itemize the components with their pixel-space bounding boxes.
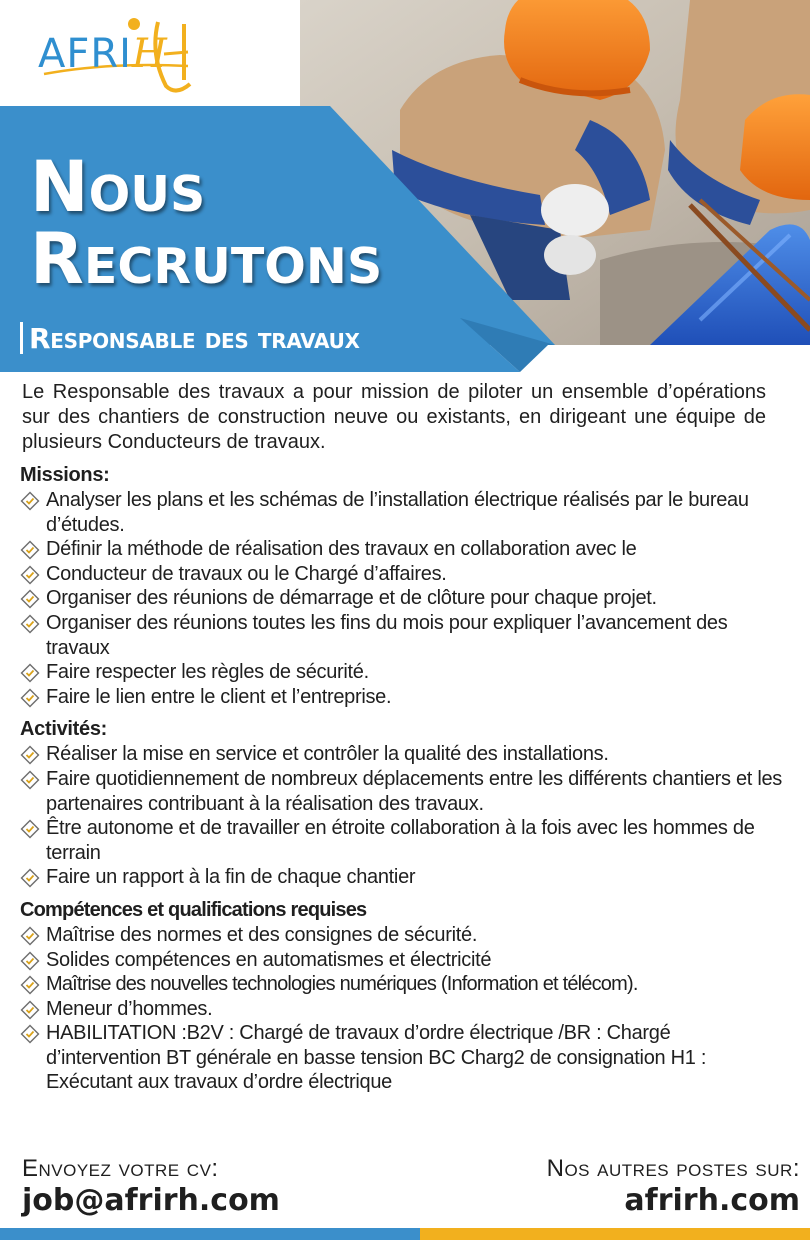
activites-title: Activités: [20, 718, 108, 741]
page-title [30, 146, 383, 300]
activites-list [20, 742, 782, 890]
other-positions-label: Nos autres postes sur: [546, 1155, 800, 1182]
check-icon [20, 565, 40, 585]
check-icon [20, 589, 40, 609]
job-position-title: Responsable des travaux [29, 321, 360, 355]
bottom-bar-yellow [420, 1228, 810, 1240]
check-icon [20, 614, 40, 634]
missions-list [20, 488, 782, 709]
bottom-bar-blue [0, 1228, 420, 1240]
list-item: Faire un rapport à la fin de chaque chantier [20, 865, 782, 890]
list-item: Maîtrise des nouvelles technologies numériques (Information et télécom). [20, 972, 782, 997]
other-positions-block [547, 1154, 800, 1218]
check-icon [20, 951, 40, 971]
list-item: Faire le lien entre le client et l’entreprise. [20, 685, 782, 710]
title-line-2: Recrutons [30, 218, 383, 300]
header-banner [0, 0, 810, 372]
send-cv-block [22, 1154, 280, 1218]
check-icon [20, 663, 40, 683]
cv-email-link[interactable]: job@afrirh.com [22, 1183, 280, 1218]
list-item: Réaliser la mise en service et contrôler la qualité des installations. [20, 742, 782, 767]
list-item: HABILITATION :B2V : Chargé de travaux d’ordre électrique /BR : Chargé d’intervention BT générale en basse tension BC Charg2 de consignation H1 : Exécutant aux travaux d’ordre électrique [20, 1021, 782, 1095]
check-icon [20, 1000, 40, 1020]
competences-title: Compétences et qualifications requises [20, 898, 367, 921]
list-item: Organiser des réunions de démarrage et de clôture pour chaque projet. [20, 586, 782, 611]
position-accent-bar [20, 322, 23, 354]
competences-list [20, 923, 782, 1095]
list-item: Définir la méthode de réalisation des travaux en collaboration avec le [20, 537, 782, 562]
intro-paragraph: Le Responsable des travaux a pour mission de piloter un ensemble d’opérations sur des chantiers de construction neuve ou existants, en dirigeant une équipe de plusieurs Conducteurs de travaux. [22, 381, 766, 453]
check-icon [20, 745, 40, 765]
bottom-color-bar [0, 1228, 810, 1240]
check-icon [20, 1024, 40, 1044]
list-item: Solides compétences en automatismes et électricité [20, 948, 782, 973]
check-icon [20, 688, 40, 708]
check-icon [20, 868, 40, 888]
send-cv-label: Envoyez votre cv: [22, 1155, 219, 1182]
check-icon [20, 491, 40, 511]
list-item: Faire respecter les règles de sécurité. [20, 660, 782, 685]
check-icon [20, 540, 40, 560]
website-link[interactable]: afrirh.com [624, 1183, 800, 1218]
title-line-1: Nous [30, 146, 206, 228]
job-description [20, 380, 782, 1095]
list-item: Analyser les plans et les schémas de l’installation électrique réalisés par le bureau d’études. [20, 488, 782, 537]
check-icon [20, 819, 40, 839]
check-icon [20, 770, 40, 790]
missions-title: Missions: [20, 464, 110, 486]
list-item: Meneur d’hommes. [20, 997, 782, 1022]
list-item: Organiser des réunions toutes les fins du mois pour expliquer l’avancement des travaux [20, 611, 782, 660]
afrirh-logo [38, 14, 208, 94]
list-item: Faire quotidiennement de nombreux déplacements entre les différents chantiers et les partenaires contribuant à la réalisation des travaux. [20, 767, 782, 816]
check-icon [20, 975, 40, 995]
list-item: Être autonome et de travailler en étroite collaboration à la fois avec les hommes de terrain [20, 816, 782, 865]
logo-wordmark: AFRIH [38, 31, 168, 77]
check-icon [20, 926, 40, 946]
list-item: Conducteur de travaux ou le Chargé d’affaires. [20, 562, 782, 587]
list-item: Maîtrise des normes et des consignes de sécurité. [20, 923, 782, 948]
logo-h-letter: H [131, 31, 168, 77]
job-position-heading [20, 318, 360, 358]
